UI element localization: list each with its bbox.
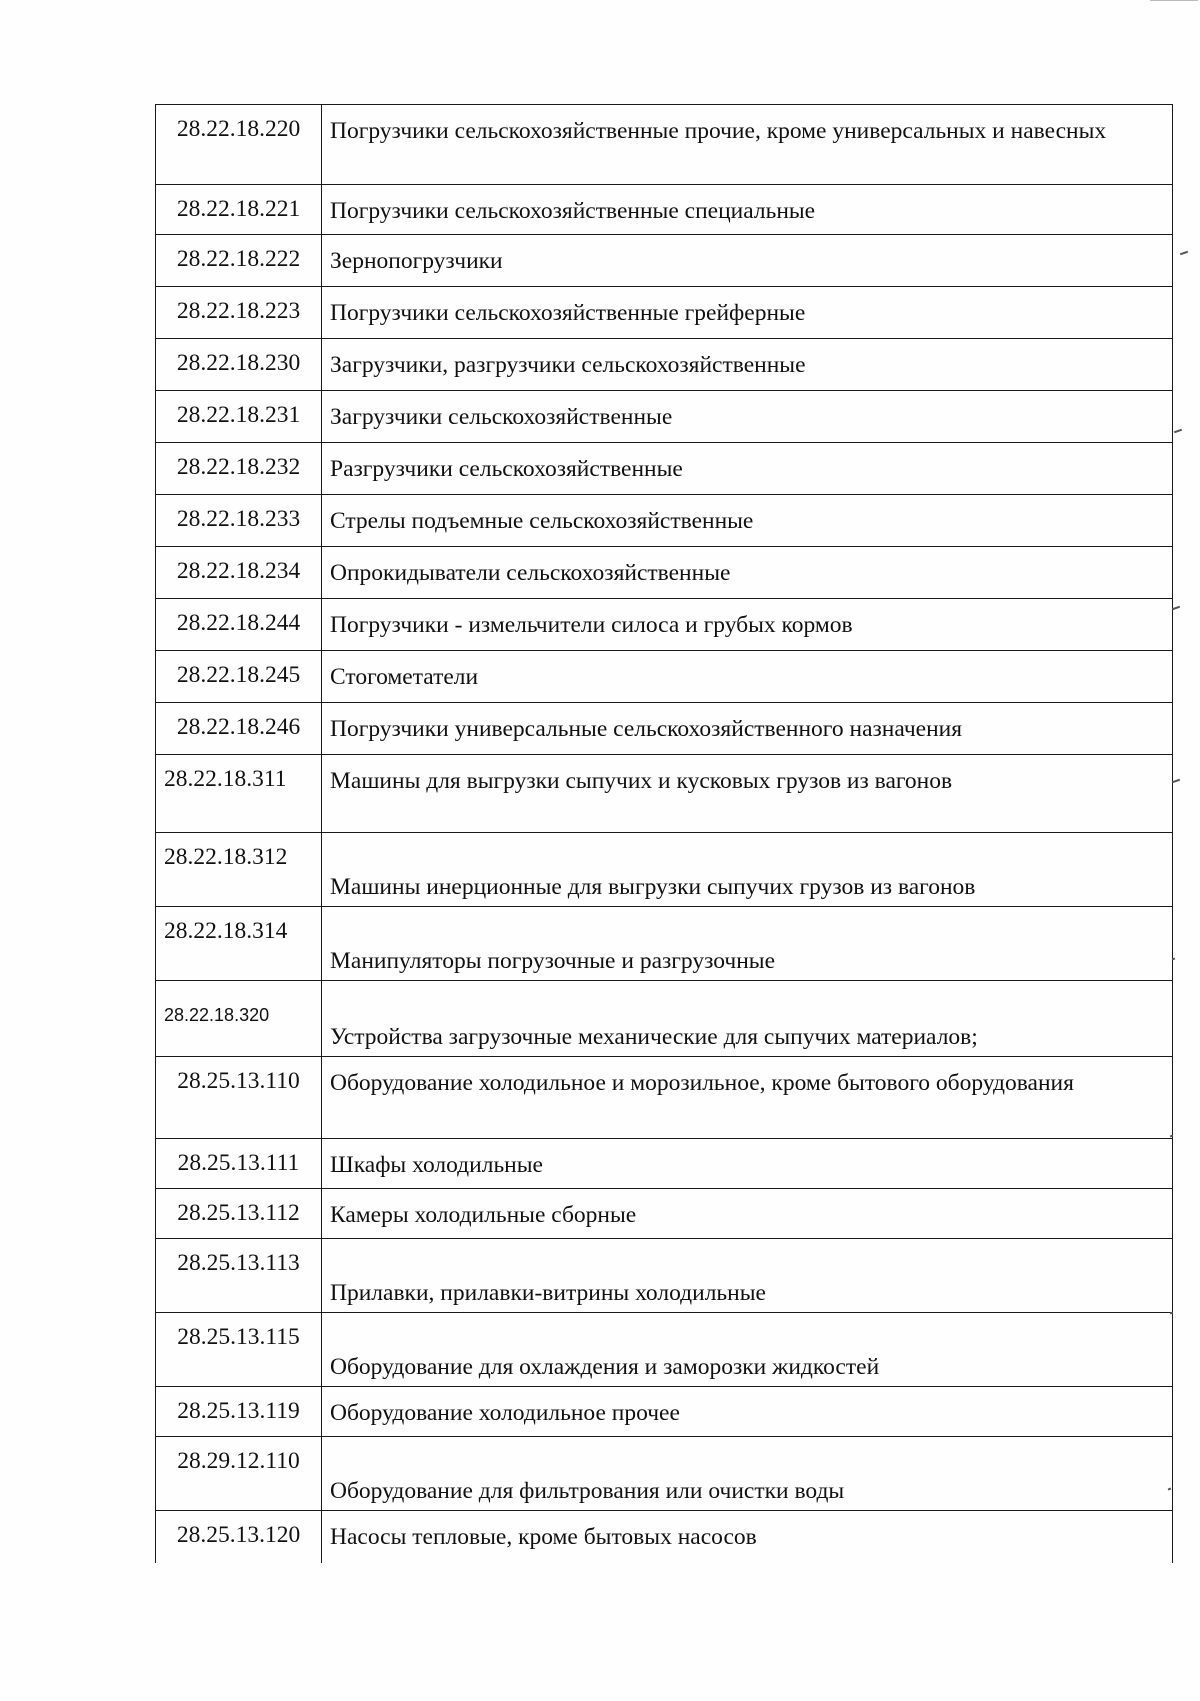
description-cell: Погрузчики - измельчители силоса и грубых кормов (322, 599, 1173, 651)
code-cell: 28.22.18.230 (156, 339, 322, 391)
table-row (156, 547, 1173, 599)
code-cell: 28.29.12.110 (156, 1437, 322, 1511)
code-cell: 28.22.18.314 (156, 907, 322, 981)
description-cell: Камеры холодильные сборные (322, 1189, 1173, 1239)
table-row (156, 339, 1173, 391)
description-cell: Загрузчики сельскохозяйственные (322, 391, 1173, 443)
description-cell: Оборудование холодильное и морозильное, кроме бытового оборудования (322, 1057, 1173, 1139)
code-cell: 28.25.13.115 (156, 1313, 322, 1387)
code-cell: 28.22.18.221 (156, 185, 322, 235)
scan-edge-mark (1150, 0, 1198, 3)
scan-margin-mark (1174, 429, 1182, 434)
code-cell: 28.22.18.234 (156, 547, 322, 599)
code-cell: 28.22.18.231 (156, 391, 322, 443)
code-cell: 28.22.18.223 (156, 287, 322, 339)
table-row (156, 1239, 1173, 1313)
scan-margin-mark (1172, 606, 1180, 611)
table-row (156, 703, 1173, 755)
code-cell: 28.22.18.222 (156, 235, 322, 287)
code-cell: 28.22.18.233 (156, 495, 322, 547)
scan-margin-mark (1172, 779, 1180, 784)
table-row (156, 1313, 1173, 1387)
scan-margin-mark (1180, 251, 1188, 256)
code-cell: 28.22.18.320 (156, 981, 322, 1057)
description-cell: Погрузчики универсальные сельскохозяйственного назначения (322, 703, 1173, 755)
code-cell: 28.25.13.111 (156, 1139, 322, 1189)
description-cell: Разгрузчики сельскохозяйственные (322, 443, 1173, 495)
description-cell: Погрузчики сельскохозяйственные специальные (322, 185, 1173, 235)
table-row (156, 907, 1173, 981)
description-cell: Оборудование для фильтрования или очистки воды (322, 1437, 1173, 1511)
table-row (156, 599, 1173, 651)
description-cell: Машины инерционные для выгрузки сыпучих грузов из вагонов (322, 833, 1173, 907)
table-row (156, 1139, 1173, 1189)
code-cell: 28.25.13.120 (156, 1511, 322, 1563)
okpd-codes-table (155, 104, 1173, 1563)
code-cell: 28.25.13.110 (156, 1057, 322, 1139)
table-row (156, 755, 1173, 833)
description-cell: Прилавки, прилавки-витрины холодильные (322, 1239, 1173, 1313)
scan-margin-mark (1172, 958, 1176, 961)
description-cell: Загрузчики, разгрузчики сельскохозяйственные (322, 339, 1173, 391)
description-cell: Стрелы подъемные сельскохозяйственные (322, 495, 1173, 547)
description-cell: Погрузчики сельскохозяйственные грейферные (322, 287, 1173, 339)
description-cell: Оборудование для охлаждения и заморозки жидкостей (322, 1313, 1173, 1387)
code-cell: 28.22.18.232 (156, 443, 322, 495)
description-cell: Погрузчики сельскохозяйственные прочие, кроме универсальных и навесных (322, 105, 1173, 185)
table-row (156, 1437, 1173, 1511)
table-row (156, 981, 1173, 1057)
description-cell: Манипуляторы погрузочные и разгрузочные (322, 907, 1173, 981)
table-row (156, 185, 1173, 235)
description-cell: Шкафы холодильные (322, 1139, 1173, 1189)
description-cell: Устройства загрузочные механические для сыпучих материалов; (322, 981, 1173, 1057)
table-row (156, 235, 1173, 287)
code-cell: 28.22.18.312 (156, 833, 322, 907)
description-cell: Стогометатели (322, 651, 1173, 703)
table-row (156, 1189, 1173, 1239)
table-row (156, 833, 1173, 907)
code-cell: 28.22.18.311 (156, 755, 322, 833)
table-row (156, 391, 1173, 443)
table-row (156, 651, 1173, 703)
code-cell: 28.25.13.119 (156, 1387, 322, 1437)
description-cell: Насосы тепловые, кроме бытовых насосов (322, 1511, 1173, 1563)
description-cell: Машины для выгрузки сыпучих и кусковых грузов из вагонов (322, 755, 1173, 833)
code-cell: 28.22.18.220 (156, 105, 322, 185)
code-cell: 28.22.18.245 (156, 651, 322, 703)
code-cell: 28.25.13.113 (156, 1239, 322, 1313)
table-row (156, 105, 1173, 185)
description-cell: Опрокидыватели сельскохозяйственные (322, 547, 1173, 599)
table-row (156, 1387, 1173, 1437)
code-cell: 28.22.18.244 (156, 599, 322, 651)
table-row (156, 1057, 1173, 1139)
code-cell: 28.22.18.246 (156, 703, 322, 755)
table-row (156, 495, 1173, 547)
description-cell: Зернопогрузчики (322, 235, 1173, 287)
table-row (156, 287, 1173, 339)
table-row (156, 443, 1173, 495)
description-cell: Оборудование холодильное прочее (322, 1387, 1173, 1437)
table-row (156, 1511, 1173, 1563)
code-cell: 28.25.13.112 (156, 1189, 322, 1239)
